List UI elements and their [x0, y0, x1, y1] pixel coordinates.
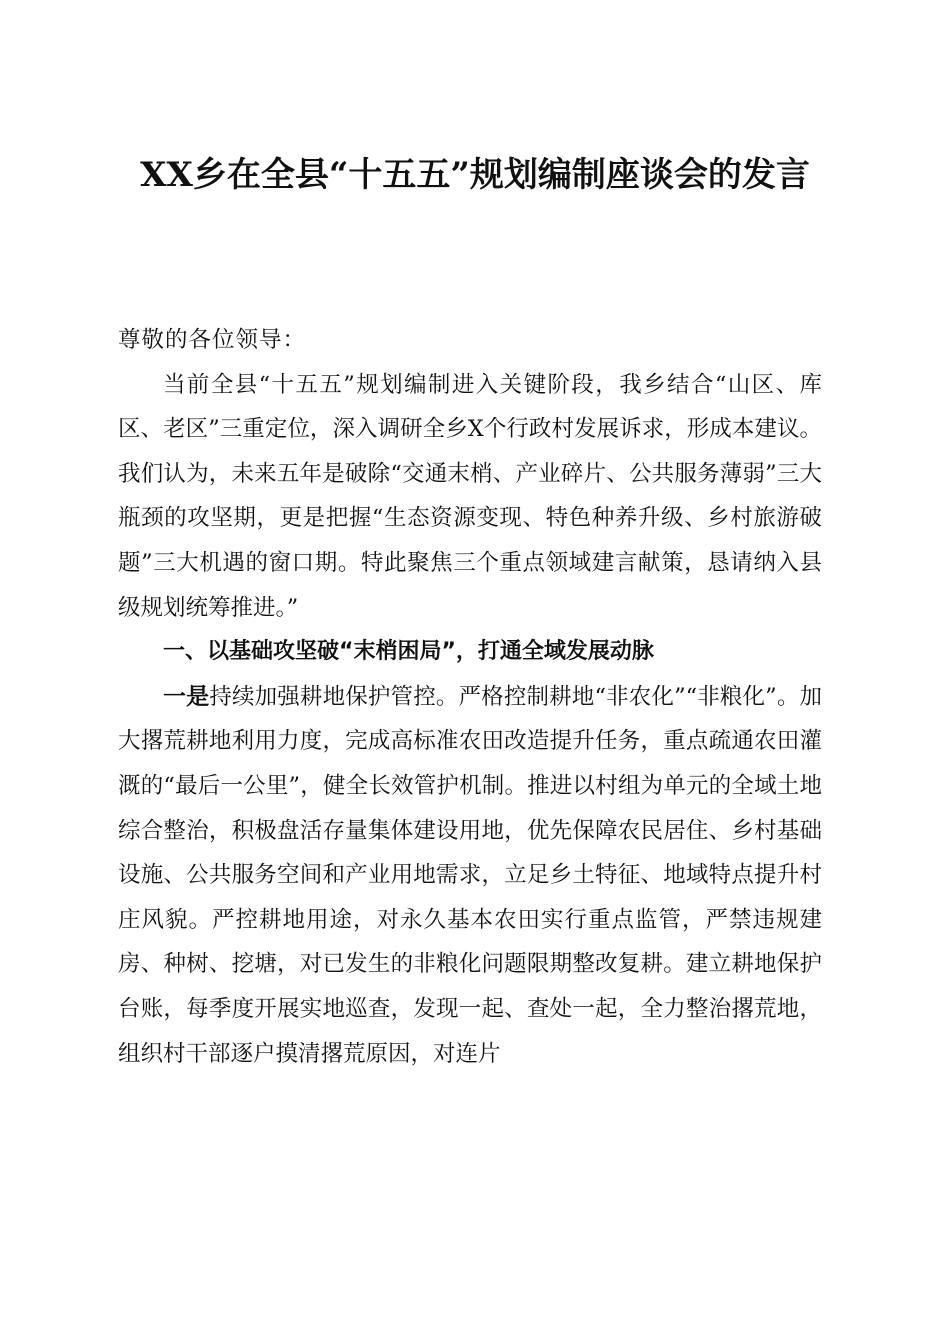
point-lead-1: 一是 [163, 683, 210, 710]
document-body [118, 318, 822, 1076]
point-text-1: 持续加强耕地保护管控。严格控制耕地“非农化”“非粮化”。加大撂荒耕地利用力度，完成高标准农田改造提升任务，重点疏通农田灌溉的“最后一公里”，健全长效管护机制。推进以村组为单元的全域土地综合整治，积极盘活存量集体建设用地，优先保障农民居住、乡村基础设施、公共服务空间和产业用地需求，立足乡土特征、地域特点提升村庄风貌。严控耕地用途，对永久基本农田实行重点监管，严禁违规建房、种树、挖塘，对已发生的非粮化问题限期整改复耕。建立耕地保护台账，每季度开展实地巡查，发现一起、查处一起，全力整治撂荒地，组织村干部逐户摸清撂荒原因，对连片 [118, 683, 822, 1067]
intro-paragraph: 当前全县“十五五”规划编制进入关键阶段，我乡结合“山区、库区、老区”三重定位，深入调研全乡X个行政村发展诉求，形成本建议。我们认为，未来五年是破除“交通末梢、产业碎片、公共服务薄弱”三大瓶颈的攻坚期，更是把握“生态资源变现、特色种养升级、乡村旅游破题”三大机遇的窗口期。特此聚焦三个重点领域建言献策，恳请纳入县级规划统筹推进。” [118, 371, 822, 621]
document-title: XX乡在全县“十五五”规划编制座谈会的发言 [140, 155, 810, 195]
section-heading-1: 一、以基础攻坚破“末梢困局”，打通全域发展动脉 [163, 639, 654, 665]
point-paragraph-1 [118, 675, 822, 1076]
salutation: 尊敬的各位领导： [118, 327, 307, 353]
